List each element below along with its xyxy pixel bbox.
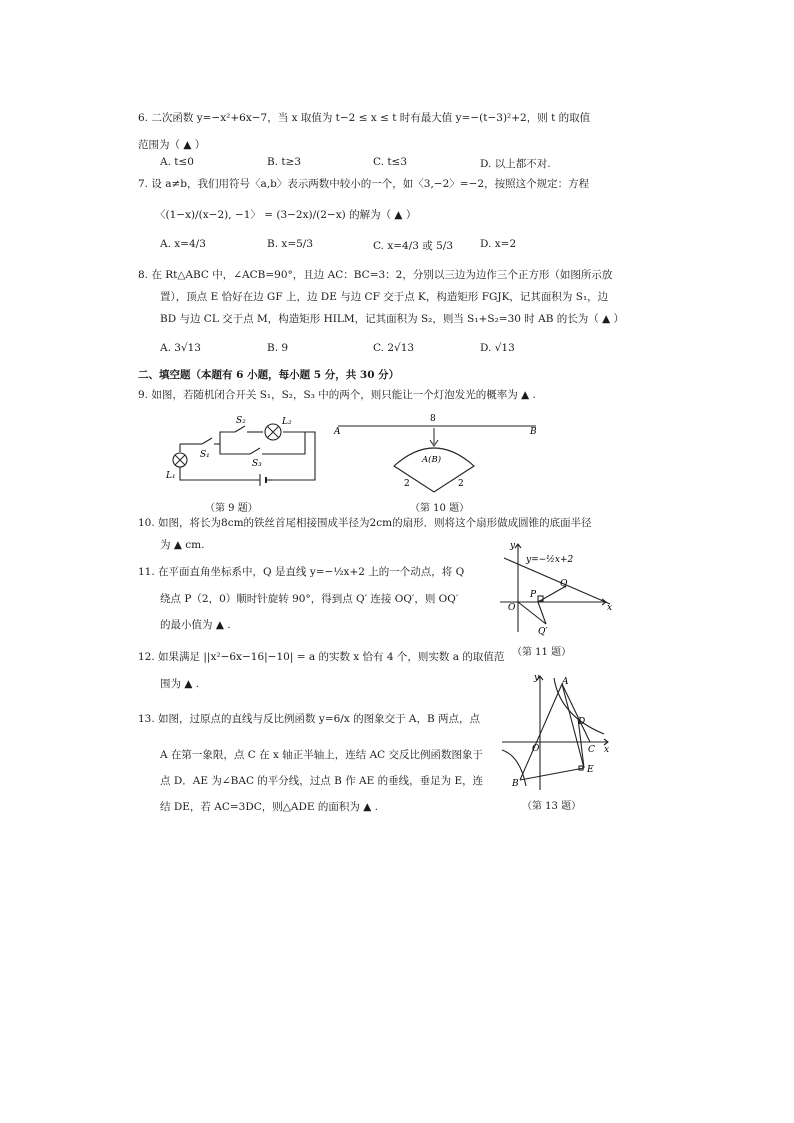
fig13-caption: （第 13 题） (522, 801, 582, 812)
fig11-label-q: Q (560, 579, 568, 589)
q8-option-b: B. 9 (267, 342, 289, 354)
fig10-label-b: B (530, 427, 537, 437)
q6-line2: 范围为（ ▲ ） (138, 139, 206, 151)
fig11-label-x: x (607, 603, 613, 613)
q8-option-d: D. √13 (480, 342, 515, 354)
q6-option-a: A. t≤0 (160, 156, 194, 168)
q13-line1: 13. 如图，过原点的直线与反比例函数 y=6/x 的图象交于 A，B 两点，点 (138, 713, 481, 725)
q6-line1: 6. 二次函数 y=−x²+6x−7，当 x 取值为 t−2 ≤ x ≤ t 时有最大值 y=−(t−3)²+2，则 t 的取值 (138, 112, 591, 124)
fig13-label-o: O (532, 744, 540, 754)
q7-option-c: C. x=4/3 或 5/3 (373, 240, 454, 252)
q9-line1: 9. 如图，若随机闭合开关 S₁，S₂，S₃ 中的两个，则只能让一个灯泡发光的概率为 ▲ . (138, 389, 536, 401)
fig13-label-e: E (587, 765, 594, 775)
fig10-label-a: A (334, 427, 341, 437)
q8-line2: 置），顶点 E 恰好在边 GF 上，边 DE 与边 CF 交于点 K，构造矩形 FGJK，记其面积为 S₁，边 (160, 291, 609, 303)
q11-line1: 11. 在平面直角坐标系中，Q 是直线 y=−½x+2 上的一个动点，将 Q (138, 566, 465, 578)
fig9-label-s3: S₃ (252, 459, 262, 469)
q12-line2: 围为 ▲ . (160, 678, 200, 690)
fig13-label-a: A (562, 677, 569, 687)
lamp-l1-icon (173, 453, 187, 467)
fig11-label-p: P (530, 590, 537, 600)
q8-line3: BD 与边 CL 交于点 M，构造矩形 HILM，记其面积为 S₂，则当 S₁+S₂=30 时 AB 的长为（ ▲ ） (160, 313, 625, 325)
fig13-label-y: y (534, 673, 540, 683)
q13-line3: 点 D．AE 为∠BAC 的平分线，过点 B 作 AE 的垂线，垂足为 E，连 (160, 775, 484, 787)
fig11-label-y: y (510, 541, 516, 551)
fig9-label-l2: L₂ (282, 417, 292, 427)
q13-line2: A 在第一象限，点 C 在 x 轴正半轴上，连结 AC 交反比例函数图象于 (160, 749, 484, 761)
q11-line2: 绕点 P（2，0）顺时针旋转 90°，得到点 Q′ 连接 OQ′，则 OQ′ (160, 593, 459, 605)
q8-line1: 8. 在 Rt△ABC 中，∠ACB=90°，且边 AC：BC=3：2，分别以三边为边作三个正方形（如图所示放 (138, 269, 613, 281)
q6-option-c: C. t≤3 (373, 156, 408, 168)
fig13-label-b: B (512, 779, 519, 789)
fig9-label-l1: L₁ (166, 471, 176, 481)
fig11-coordinate-diagram (500, 538, 615, 638)
section-fill-in-heading: 二、填空题（本题有 6 小题，每小题 5 分，共 30 分） (138, 369, 400, 381)
fig13-label-d: D (578, 717, 586, 727)
q6-option-d: D. 以上都不对. (480, 158, 551, 170)
fig10-label-radius-left: 2 (404, 479, 410, 489)
q12-line1: 12. 如果满足 ||x²−6x−16|−10| = a 的实数 x 恰有 4 个，则实数 a 的取值范 (138, 651, 505, 663)
q7-line1: 7. 设 a≠b，我们用符号〈a,b〉表示两数中较小的一个，如〈3,−2〉=−2，按照这个规定：方程 (138, 178, 590, 190)
q7-line2: 〈(1−x)/(x−2), −1〉 = (3−2x)/(2−x) 的解为（ ▲ ） (155, 209, 417, 221)
fig10-label-radius-right: 2 (458, 479, 464, 489)
fig13-label-x: x (604, 745, 610, 755)
fig9-circuit-diagram (160, 412, 325, 512)
fig11-label-q-prime: Q′ (538, 627, 548, 637)
q8-option-a: A. 3√13 (160, 342, 201, 354)
fig9-label-s1: S₁ (200, 450, 210, 460)
fig9-label-s2: S₂ (236, 416, 246, 426)
q7-option-b: B. x=5/3 (267, 238, 314, 250)
fig10-label-length: 8 (430, 414, 436, 424)
q10-line1: 10. 如图，将长为8cm的铁丝首尾相接围成半径为2cm的扇形．则将这个扇形做成圆锥的底面半径 (138, 517, 592, 529)
fig11-label-line-equation: y=−½x+2 (526, 555, 574, 565)
q11-line3: 的最小值为 ▲ . (160, 619, 231, 631)
fig11-caption: （第 11 题） (512, 647, 572, 658)
fig13-hyperbola-diagram (500, 672, 615, 792)
fig11-label-o: O (508, 603, 516, 613)
lamp-l2-icon (265, 424, 281, 440)
fig9-caption: （第 9 题） (205, 503, 258, 514)
q13-line4: 结 DE，若 AC=3DC，则△ADE 的面积为 ▲ . (160, 801, 378, 813)
fig13-label-c: C (588, 745, 595, 755)
fig10-caption: （第 10 题） (410, 503, 470, 514)
fig10-sector-diagram (330, 410, 550, 500)
fig10-label-sector: A(B) (422, 455, 442, 465)
q7-option-a: A. x=4/3 (160, 238, 206, 250)
q10-line2: 为 ▲ cm. (160, 539, 205, 551)
q8-option-c: C. 2√13 (373, 342, 415, 354)
q7-option-d: D. x=2 (480, 238, 517, 250)
q6-option-b: B. t≥3 (267, 156, 302, 168)
